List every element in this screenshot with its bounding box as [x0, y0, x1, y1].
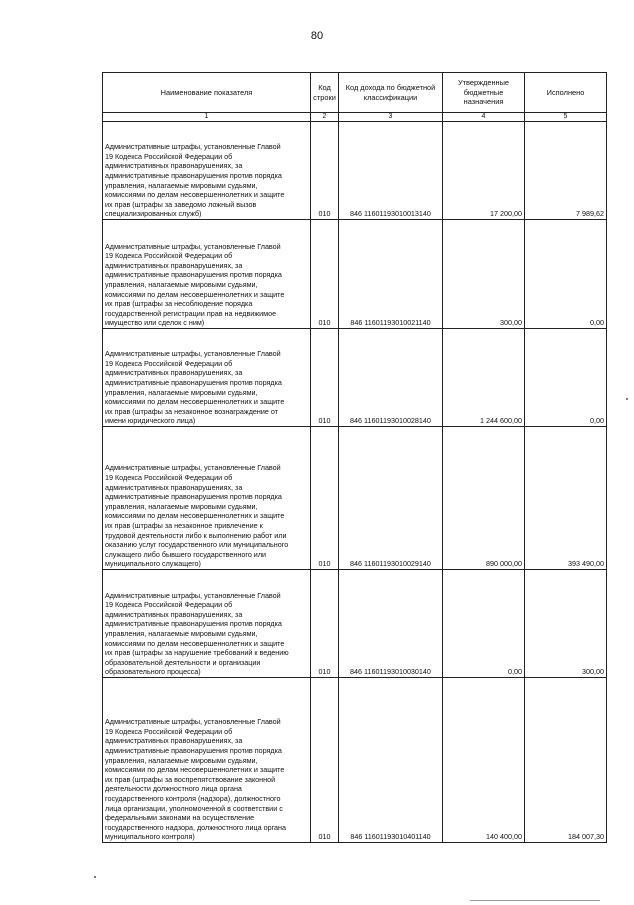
table-row — [103, 329, 607, 427]
row-code: 010 — [311, 122, 339, 220]
row-code: 010 — [311, 678, 339, 843]
row-code: 010 — [311, 220, 339, 329]
row-name: Административные штрафы, установленные Главой 19 Кодекса Российской Федерации об административных правонарушениях, за административные правонарушения против порядка управления, налагаемые мировыми судьями, комиссиями по делам несовершеннолетних и защите их прав (штрафы за воспрепятствование законной деятельности должностного лица органа государственного контроля (надзора), должностного лица организации, уполномоченной в соответствии с федеральными законами на осуществление государственного надзора, должностного лица органа муниципального контроля) — [103, 678, 311, 843]
row-executed: 0,00 — [525, 329, 607, 427]
row-executed: 184 007,30 — [525, 678, 607, 843]
row-name: Административные штрафы, установленные Главой 19 Кодекса Российской Федерации об административных правонарушениях, за административные правонарушения против порядка управления, налагаемые мировыми судьями, комиссиями по делам несовершеннолетних и защите их прав (штрафы за несоблюдение порядка государственной регистрации прав на недвижимое имущество или сделок с ним) — [103, 220, 311, 329]
row-name: Административные штрафы, установленные Главой 19 Кодекса Российской Федерации об административных правонарушениях, за административные правонарушения против порядка управления, налагаемые мировыми судьями, комиссиями по делам несовершеннолетних и защите их прав (штрафы за незаконное привлечение к трудовой деятельности либо к выполнению работ или оказанию услуг государственного или муниципального служащего либо бывшего государственного или муниципального служащего) — [103, 427, 311, 570]
row-code: 010 — [311, 427, 339, 570]
header-code: Код строки — [311, 73, 339, 113]
table-row — [103, 122, 607, 220]
row-code: 010 — [311, 570, 339, 678]
table-row — [103, 220, 607, 329]
row-kbk: 846 11601193010021140 — [339, 220, 443, 329]
row-executed: 7 989,62 — [525, 122, 607, 220]
row-name: Административные штрафы, установленные Главой 19 Кодекса Российской Федерации об административных правонарушениях, за административные правонарушения против порядка управления, налагаемые мировыми судьями, комиссиями по делам несовершеннолетних и защите их прав (штрафы за незаконное вознаграждение от имени юридического лица) — [103, 329, 311, 427]
row-executed: 300,00 — [525, 570, 607, 678]
header-executed: Исполнено — [525, 73, 607, 113]
column-number: 5 — [525, 113, 607, 122]
column-number: 2 — [311, 113, 339, 122]
budget-execution-table — [102, 72, 607, 843]
scan-speck — [626, 398, 628, 400]
row-kbk: 846 11601193010013140 — [339, 122, 443, 220]
row-approved: 0,00 — [443, 570, 525, 678]
table-row — [103, 678, 607, 843]
row-kbk: 846 11601193010028140 — [339, 329, 443, 427]
column-number: 1 — [103, 113, 311, 122]
table-row — [103, 427, 607, 570]
row-name: Административные штрафы, установленные Главой 19 Кодекса Российской Федерации об административных правонарушениях, за административные правонарушения против порядка управления, налагаемые мировыми судьями, комиссиями по делам несовершеннолетних и защите их прав (штрафы за нарушение требований к ведению образовательной деятельности и организации образовательного процесса) — [103, 570, 311, 678]
column-numbers-row — [103, 113, 607, 122]
row-kbk: 846 11601193010030140 — [339, 570, 443, 678]
row-approved: 17 200,00 — [443, 122, 525, 220]
header-approved: Утвержденные бюджетные назначения — [443, 73, 525, 113]
scan-artifact-line — [470, 900, 600, 901]
page-number: 80 — [310, 30, 324, 42]
row-kbk: 846 11601193010401140 — [339, 678, 443, 843]
table-header-row — [103, 73, 607, 113]
scan-speck — [94, 876, 96, 878]
row-approved: 890 000,00 — [443, 427, 525, 570]
column-number: 3 — [339, 113, 443, 122]
row-executed: 0,00 — [525, 220, 607, 329]
row-name: Административные штрафы, установленные Главой 19 Кодекса Российской Федерации об административных правонарушениях, за административные правонарушения против порядка управления, налагаемые мировыми судьями, комиссиями по делам несовершеннолетних и защите их прав (штрафы за заведомо ложный вызов специализированных служб) — [103, 122, 311, 220]
row-approved: 300,00 — [443, 220, 525, 329]
table-row — [103, 570, 607, 678]
column-number: 4 — [443, 113, 525, 122]
header-kbk: Код дохода по бюджетной классификации — [339, 73, 443, 113]
row-code: 010 — [311, 329, 339, 427]
row-approved: 140 400,00 — [443, 678, 525, 843]
row-approved: 1 244 600,00 — [443, 329, 525, 427]
header-name: Наименование показателя — [103, 73, 311, 113]
row-executed: 393 490,00 — [525, 427, 607, 570]
row-kbk: 846 11601193010029140 — [339, 427, 443, 570]
